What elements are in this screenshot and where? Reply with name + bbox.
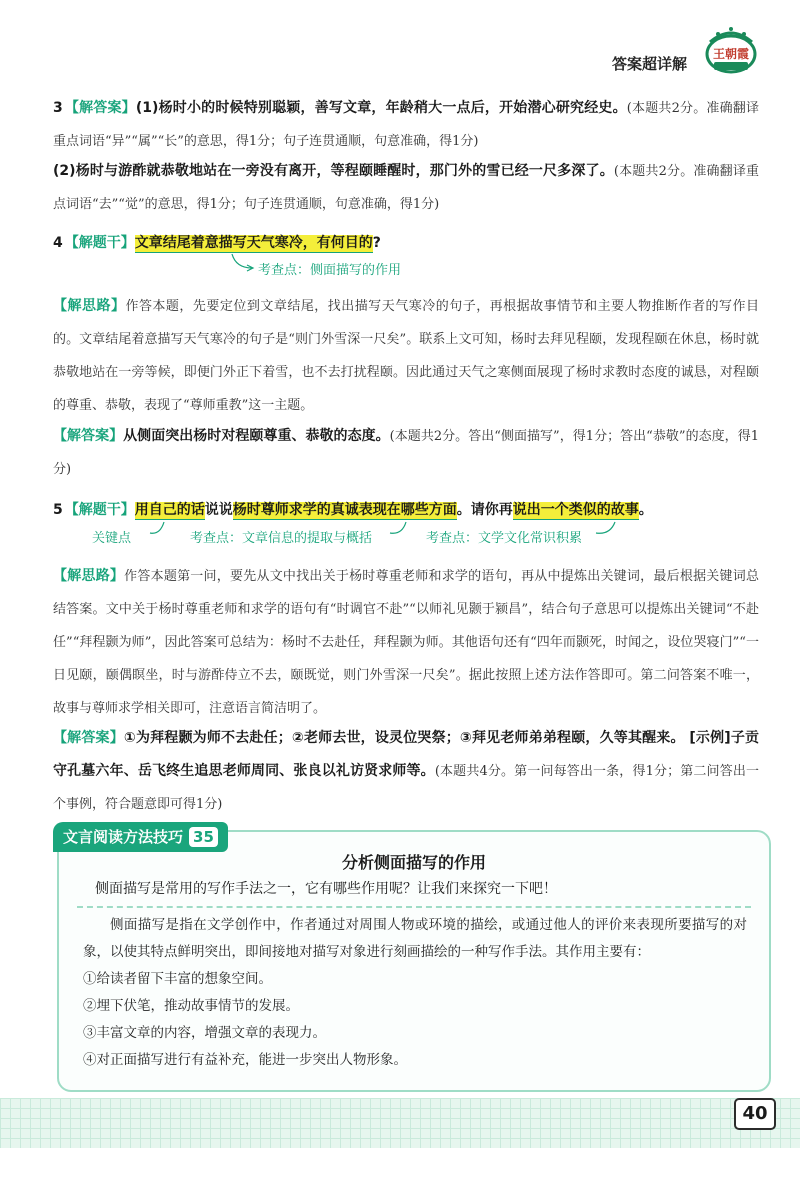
stem-highlight: 文章结尾着意描写天气寒冷，有何目的 [134, 235, 373, 251]
idea-tag: 【解思路】 [53, 298, 126, 314]
answer-text: ①为拜程颢为师不去赴任；②老师去世，设灵位哭祭；③拜见老师弟弟程颐，久等其醒来。 [123, 730, 685, 746]
stem-tag: 【解题干】 [64, 502, 135, 518]
method-tab-label: 文言阅读方法技巧 [63, 828, 184, 846]
question-4-idea [53, 290, 759, 422]
stem-text-2: 。请你再 [456, 502, 513, 518]
answer-tag: 【解答案】 [53, 428, 124, 444]
annotation-focus-point-1: 考查点：文章信息的提取与概括 [190, 531, 373, 546]
answer-text: 从侧面突出杨时对程颐尊重、恭敬的态度。 [123, 428, 390, 444]
answer-tag: 【解答案】 [53, 730, 124, 746]
question-5-idea [53, 560, 759, 725]
question-number: 3 [53, 100, 63, 116]
header-title: 答案超详解 [612, 55, 688, 73]
answer-part-1: (1)杨时小的时候特别聪颖，善写文章，年龄稍大一点后，开始潜心研究经史。 [135, 100, 627, 116]
question-5-answer [53, 722, 759, 821]
page-number: 40 [734, 1098, 776, 1130]
stem-text-3: 。 [638, 502, 653, 518]
question-number: 5 [53, 502, 63, 518]
scoring-note: (本题共4分。第一问每答出一条，得1分；第二问答出一个事例，符合题意即可得1分) [53, 764, 759, 812]
logo-text: 王朝霞 [712, 47, 750, 61]
footer-grid-band [0, 1098, 800, 1148]
idea-text: 作答本题第一问，要先从文中找出关于杨时尊重老师和求学的语句，再从中提炼出关键词，最后根据关键词总结答案。文中关于杨时尊重老师和求学的语句有“时调官不赴”“以师礼见颢于颍昌”，结合句子意思可以提炼出关键词“不赴任”“拜程颢为师”，因此答案可总结为：杨时不去赴任，拜程颢为师。其他语句还有“四年而颢死，时闻之，设位哭寝门”“一日见颐，颐偶瞑坐，时与游酢侍立不去，颐既觉，则门外雪深一尺矣”。据此按照上述方法作答即可。第二问答案不唯一，故事与尊师求学相关即可，注意语言简洁明了。 [53, 569, 759, 716]
method-item: ④对正面描写进行有益补充，能进一步突出人物形象。 [83, 1052, 407, 1068]
answer-tag: 【解答案】 [64, 100, 136, 116]
example-label: [示例] [689, 730, 731, 746]
scoring-note-1: (本题共2分。准确翻译重点词语“异”“属”“长”的意思，得1分；句子连贯通顺，句意准确，得1分) [53, 101, 759, 149]
method-body [83, 912, 747, 1074]
stem-punctuation: ? [372, 235, 381, 251]
method-item: ②埋下伏笔，推动故事情节的发展。 [83, 998, 299, 1014]
idea-tag: 【解思路】 [53, 568, 125, 584]
divider [77, 906, 751, 908]
stem-key-2: 杨时尊师求学的真诚表现在哪些方面 [232, 502, 457, 518]
idea-text: 作答本题，先要定位到文章结尾，找出描写天气寒冷的句子，再根据故事情节和主要人物推断作者的写作目的。文章结尾着意描写天气寒冷的句子是“则门外雪深一尺矣”。联系上文可知，杨时去拜见程颐，发现程颐在休息，杨时就恭敬地站在一旁等候，即便门外正下着雪，也不去打扰程颐。因此通过天气之寒侧面展现了杨时求教时态度的诚恳，对程颐的尊重、恭敬，表现了“尊师重教”这一主题。 [53, 299, 759, 413]
annotation-key-point: 关键点 [92, 531, 132, 546]
answer-part-2: (2)杨时与游酢就恭敬地站在一旁没有离开，等程颐睡醒时，那门外的雪已经一尺多深了。 [53, 163, 614, 179]
method-tab-number: 35 [189, 827, 218, 847]
method-tips-box [57, 830, 771, 1092]
scoring-note: (本题共2分。答出“侧面描写”，得1分；答出“恭敬”的态度，得1分) [53, 429, 759, 477]
annotation-arrow-4 [0, 0, 800, 300]
stem-key-3: 说出一个类似的故事 [512, 502, 639, 518]
method-item: ③丰富文章的内容，增强文章的表现力。 [83, 1025, 326, 1041]
method-item: ①给读者留下丰富的想象空间。 [83, 971, 272, 987]
annotation-arrows-5 [0, 500, 800, 560]
example-text: 子贡守孔墓六年、岳飞终生追思老师周同、张良以礼访贤求师等。 [53, 730, 760, 779]
annotation-focus-point-2: 考查点：文学文化常识积累 [426, 531, 583, 546]
scoring-note-2: (本题共2分。准确翻译重点词语“去”“觉”的意思，得1分；句子连贯通顺，句意准确，得1分) [53, 164, 760, 212]
annotation-focus-point: 考查点：侧面描写的作用 [258, 263, 402, 278]
method-intro: 侧面描写是常用的写作手法之一，它有哪些作用呢？让我们来探究一下吧！ [95, 881, 557, 897]
stem-tag: 【解题干】 [64, 235, 135, 251]
method-tab [53, 822, 228, 852]
question-number: 4 [53, 235, 63, 251]
stem-text-1: 说说 [204, 502, 233, 518]
stem-key-1: 用自己的话 [134, 502, 205, 518]
method-description: 侧面描写是指在文学创作中，作者通过对周围人物或环境的描绘，或通过他人的评价来表现所要描写的对象，以使其特点鲜明突出，即间接地对描写对象进行刻画描绘的一种写作手法。其作用主要有： [83, 917, 747, 960]
method-heading: 分析侧面描写的作用 [341, 853, 486, 872]
question-4-answer [53, 420, 759, 486]
